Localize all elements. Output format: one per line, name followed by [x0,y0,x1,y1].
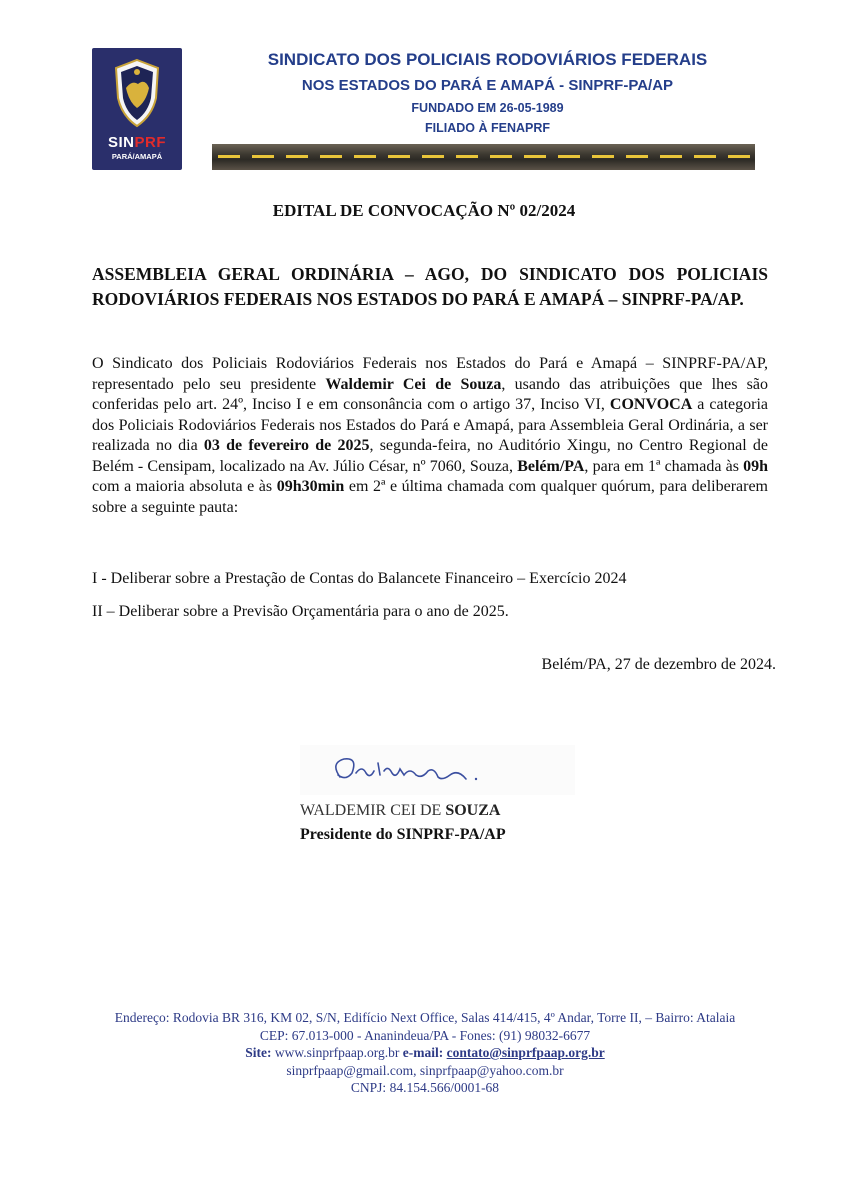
agenda-item-1: I - Deliberar sobre a Prestação de Contas do Balancete Financeiro – Exercício 2024 [92,570,627,587]
header-line-1: SINDICATO DOS POLICIAIS RODOVIÁRIOS FEDERAIS [267,50,708,69]
logo-title: SINPRF [107,134,166,151]
email-link[interactable]: contato@sinprfpaap.org.br [446,1045,605,1060]
site-link[interactable]: www.sinprfpaap.org.br [271,1045,403,1060]
header-line-2: NOS ESTADOS DO PARÁ E AMAPÁ - SINPRF-PA/AP [301,77,674,94]
footer-emails[interactable]: sinprfpaap@gmail.com, sinprfpaap@yahoo.com.br [286,1062,564,1078]
document-title: EDITAL DE CONVOCAÇÃO Nº 02/2024 [272,201,576,220]
footer-contact: Site: www.sinprfpaap.org.br e-mail: contato@sinprfpaap.org.br [245,1045,605,1060]
signer-role: Presidente do SINPRF-PA/AP [300,826,506,843]
first-call-time: 09h [743,457,769,475]
signer-name: WALDEMIR CEI DE SOUZA [300,802,501,819]
meeting-date: 03 de fevereiro de 2025 [203,437,370,454]
footer [60,1009,790,1097]
second-call-time: 09h30min [276,478,345,495]
header-affiliation: FILIADO À FENAPRF [425,121,550,135]
police-badge-icon [112,58,162,130]
assembly-heading: ASSEMBLEIA GERAL ORDINÁRIA – AGO, DO SINDICATO DOS POLICIAIS RODOVIÁRIOS FEDERAIS NOS ESTADOS DO PARÁ E AMAPÁ – SINPRF-PA/AP. [92,264,768,309]
meeting-city: Belém/PA [517,457,585,475]
logo-subtitle: PARÁ/AMAPÁ [111,152,163,161]
convoca-keyword: CONVOCA [609,396,693,413]
convocation-paragraph: O Sindicato dos Policiais Rodoviários Federais nos Estados do Pará e Amapá – SINPRF-PA/AP, representado pelo seu presidente Waldemir Cei de Souza, usando das atribuições que lhes são conferidas pelo art. 24º, Inciso I e em consonância com o artigo 37, Inciso VI, CONVOCA a categoria dos Policiais Rodoviários Federais nos Estados do Pará e Amapá, para Assembleia Geral Ordinária, a ser realizada no dia 03 de fevereiro de 2025, segunda-feira, no Auditório Xingu, no Centro Regional de Belém - Censipam, localizado na Av. Júlio César, nº 7060, Souza, Belém/PA, para em 1ª chamada às 09h com a maioria absoluta e às 09h30min em 2ª e última chamada com qualquer quórum, para deliberarem sobre a seguinte pauta: [92,355,769,516]
signature-image [300,745,575,795]
header-founded: FUNDADO EM 26-05-1989 [411,101,564,115]
date-line: Belém/PA, 27 de dezembro de 2024. [541,656,776,673]
president-name: Waldemir Cei de Souza [325,375,502,393]
agenda-item-2: II – Deliberar sobre a Previsão Orçamentária para o ano de 2025. [92,603,509,620]
footer-cnpj: CNPJ: 84.154.566/0001-68 [350,1080,500,1095]
highway-banner [212,144,755,170]
union-logo [92,48,182,170]
footer-address: Endereço: Rodovia BR 316, KM 02, S/N, Edifício Next Office, Salas 414/415, 4º Andar, Torre II, – Bairro: Atalaia [114,1010,736,1025]
footer-cep: CEP: 67.013-000 - Ananindeua/PA - Fones: (91) 98032-6677 [259,1027,591,1043]
